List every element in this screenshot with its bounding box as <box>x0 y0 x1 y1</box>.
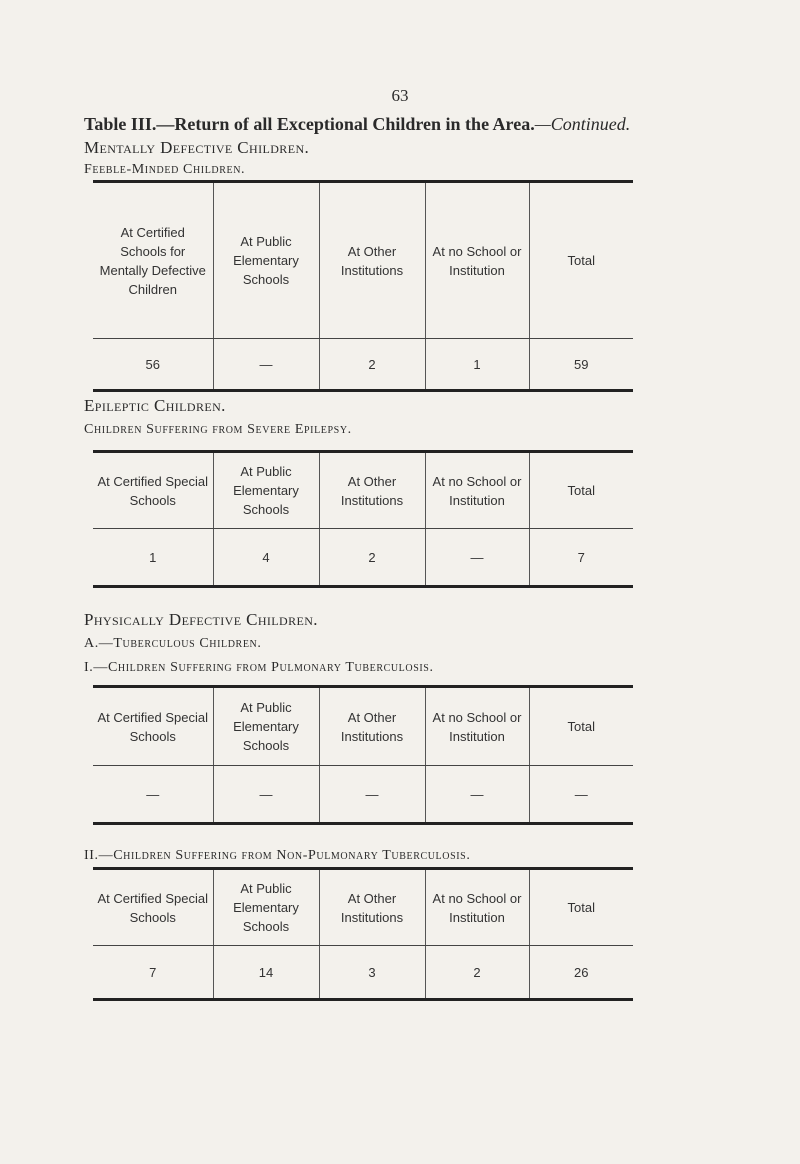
table-cell: — <box>425 529 529 587</box>
table-cell: — <box>319 766 425 824</box>
table-cell: 1 <box>425 339 529 391</box>
table-cell: 3 <box>319 946 425 1000</box>
table-header-row <box>93 182 633 339</box>
pulmonary-heading: I.—Children Suffering from Pulmonary Tuberculosis. <box>84 660 434 675</box>
section-epileptic: Epileptic Children. <box>84 396 226 415</box>
section-mentally-defective: Mentally Defective Children. <box>84 138 310 157</box>
column-header: At Certified Schools for Mentally Defective Children <box>93 182 213 339</box>
table-cell: 26 <box>529 946 633 1000</box>
table-title-main: Table III.—Return of all Exceptional Children in the Area. <box>84 114 535 134</box>
pulmonary-table <box>93 685 633 825</box>
table-cell: 2 <box>319 339 425 391</box>
column-header: Total <box>529 452 633 529</box>
table-cell: — <box>529 766 633 824</box>
section-physically-defective: Physically Defective Children. <box>84 610 318 629</box>
feeble-minded-table <box>93 180 633 392</box>
column-header: At Public Elementary Schools <box>213 182 319 339</box>
column-header: At Other Institutions <box>319 182 425 339</box>
table-cell: 7 <box>529 529 633 587</box>
column-header: At no School or Institution <box>425 687 529 766</box>
column-header: At Other Institutions <box>319 452 425 529</box>
table-cell: 4 <box>213 529 319 587</box>
column-header: Total <box>529 182 633 339</box>
table-cell: 2 <box>425 946 529 1000</box>
table-cell: 14 <box>213 946 319 1000</box>
table-row <box>93 946 633 1000</box>
epileptic-table <box>93 450 633 588</box>
column-header: Total <box>529 869 633 946</box>
table-cell: 7 <box>149 964 157 980</box>
table-header-row <box>93 687 633 766</box>
table-cell: — <box>425 766 529 824</box>
column-header: At Certified Special Schools <box>93 687 213 766</box>
column-header: At no School or Institution <box>425 182 529 339</box>
column-header: At Certified Special Schools <box>93 452 213 529</box>
column-header: At Certified Special Schools <box>93 869 213 946</box>
table-cell: 2 <box>319 529 425 587</box>
table-row <box>93 766 633 824</box>
table-title-continued: —Continued. <box>534 114 631 134</box>
column-header: At Other Institutions <box>319 687 425 766</box>
column-header: At Public Elementary Schools <box>213 687 319 766</box>
feeble-minded-heading: Feeble-Minded Children. <box>84 162 246 177</box>
column-header: At no School or Institution <box>425 452 529 529</box>
non-pulmonary-table <box>93 867 633 1001</box>
table-cell: — <box>213 766 319 824</box>
table-header-row <box>93 869 633 946</box>
column-header: Total <box>529 687 633 766</box>
epileptic-heading: Children Suffering from Severe Epilepsy. <box>84 422 352 437</box>
table-cell: — <box>146 786 160 802</box>
table-title <box>84 114 630 135</box>
table-row <box>93 339 633 391</box>
table-cell: — <box>213 339 319 391</box>
table-row <box>93 529 633 587</box>
column-header: At no School or Institution <box>425 869 529 946</box>
table-cell: 59 <box>529 339 633 391</box>
column-header: At Public Elementary Schools <box>213 452 319 529</box>
table-cell: 1 <box>149 549 157 565</box>
table-header-row <box>93 452 633 529</box>
column-header: At Other Institutions <box>319 869 425 946</box>
column-header: At Public Elementary Schools <box>213 869 319 946</box>
tuberculous-heading: A.—Tuberculous Children. <box>84 636 262 651</box>
non-pulmonary-heading: II.—Children Suffering from Non-Pulmonary Tuberculosis. <box>84 848 471 863</box>
table-cell: 56 <box>145 356 160 372</box>
page-number: 63 <box>391 86 409 105</box>
